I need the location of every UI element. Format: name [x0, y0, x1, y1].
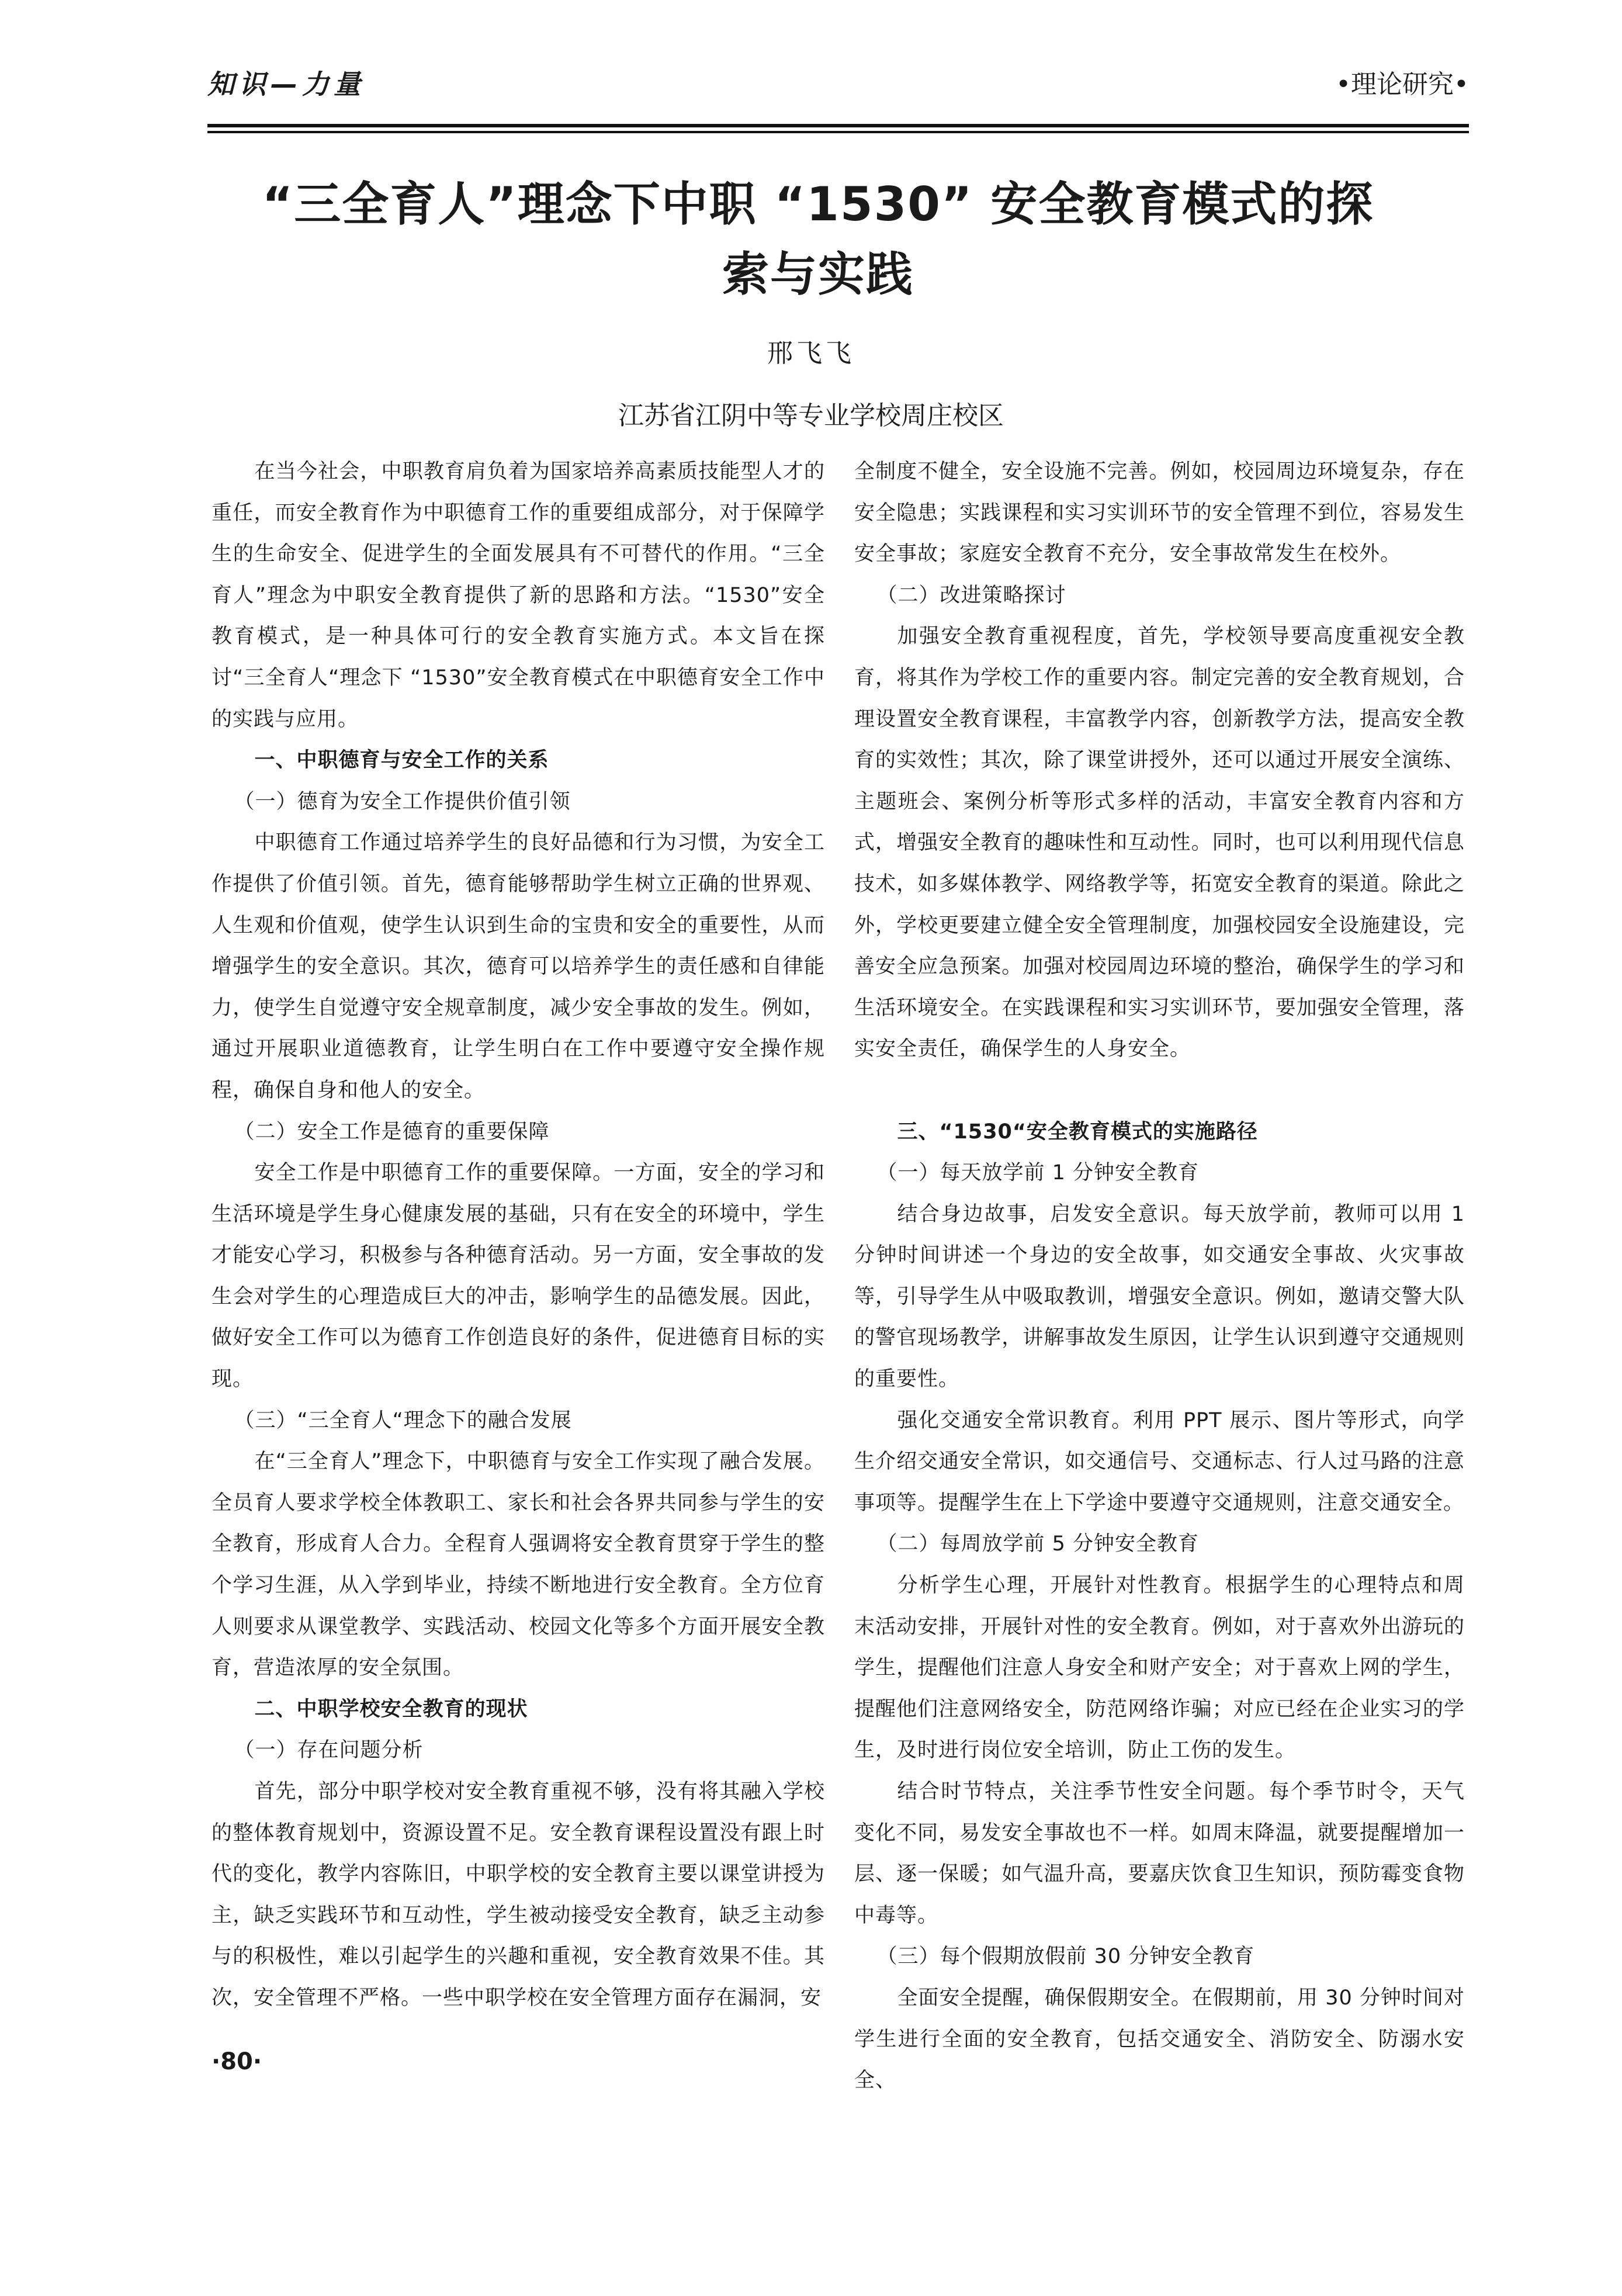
- subsection-heading: （一）每天放学前 1 分钟安全教育: [876, 1161, 1200, 1185]
- paragraph-continued: 全制度不健全，安全设施不完善。例如，校园周边环境复杂，存在安全隐患；实践课程和实习实训环节的安全管理不到位，容易发生安全事故；家庭安全教育不充分，安全事故常发生在校外。: [854, 460, 1465, 566]
- paragraph: 强化交通安全常识教育。利用 PPT 展示、图片等形式，向学生介绍交通安全常识，如交通信号、交通标志、行人过马路的注意事项等。提醒学生在上下学途中要遵守交通规则，注意交通安全。: [854, 1408, 1465, 1515]
- page-number: ·80·: [212, 2048, 262, 2075]
- journal-name: 知识—力量: [207, 68, 365, 100]
- paragraph: 安全工作是中职德育工作的重要保障。一方面，安全的学习和生活环境是学生身心健康发展的基础，只有在安全的环境中，学生才能安心学习，积极参与各种德育活动。另一方面，安全事故的发生会对学生的心理造成巨大的冲击，影响学生的品德发展。因此，做好安全工作可以为德育工作创造良好的条件，促进德育目标的实现。: [212, 1161, 825, 1391]
- paragraph: 分析学生心理，开展针对性教育。根据学生的心理特点和周末活动安排，开展针对性的安全教育。例如，对于喜欢外出游玩的学生，提醒他们注意人身安全和财产安全；对于喜欢上网的学生，提醒他们注意网络安全，防范网络诈骗；对应已经在企业实习的学生，及时进行岗位安全培训，防止工伤的发生。: [854, 1574, 1465, 1762]
- subsection-heading: （二）每周放学前 5 分钟安全教育: [876, 1532, 1200, 1556]
- subsection-heading: （一）德育为安全工作提供价值引领: [234, 789, 571, 813]
- subsection-heading: （二）安全工作是德育的重要保障: [234, 1120, 550, 1144]
- section-heading: 三、“1530“安全教育模式的实施路径: [897, 1120, 1258, 1144]
- paragraph: 中职德育工作通过培养学生的良好品德和行为习惯，为安全工作提供了价值引领。首先，德育能够帮助学生树立正确的世界观、人生观和价值观，使学生认识到生命的宝贵和安全的重要性，从而增强学生的安全意识。其次，德育可以培养学生的责任感和自律能力，使学生自觉遵守安全规章制度，减少安全事故的发生。例如，通过开展职业道德教育，让学生明白在工作中要遵守安全操作规程，确保自身和他人的安全。: [212, 831, 825, 1102]
- affiliation: 江苏省江阴中等专业学校周庄校区: [618, 401, 1004, 431]
- subsection-heading: （三）“三全育人“理念下的融合发展: [234, 1408, 572, 1432]
- paragraph: 结合身边故事，启发安全意识。每天放学前，教师可以用 1 分钟时间讲述一个身边的安全故事，如交通安全事故、火灾事故等，引导学生从中吸取教训，增强安全意识。例如，邀请交警大队的警官现场教学，讲解事故发生原因，让学生认识到遵守交通规则的重要性。: [854, 1202, 1465, 1391]
- section-label: •理论研究•: [1336, 70, 1469, 99]
- section-heading: 一、中职德育与安全工作的关系: [254, 749, 549, 773]
- paragraph: 加强安全教育重视程度，首先，学校领导要高度重视安全教育，将其作为学校工作的重要内容。制定完善的安全教育规划，合理设置安全教育课程，丰富教学内容，创新教学方法，提高安全教育的实效性；其次，除了课堂讲授外，还可以通过开展安全演练、主题班会、案例分析等形式多样的活动，丰富安全教育内容和方式，增强安全教育的趣味性和互动性。同时，也可以利用现代信息技术，如多媒体教学、网络教学等，拓宽安全教育的渠道。除此之外，学校更要建立健全安全管理制度，加强校园安全设施建设，完善安全应急预案。加强对校园周边环境的整治，确保学生的学习和生活环境安全。在实践课程和实习实训环节，要加强安全管理，落实安全责任，确保学生的人身安全。: [854, 625, 1465, 1061]
- article-title: [175, 169, 1461, 310]
- left-column: [212, 451, 825, 2019]
- section-heading: 二、中职学校安全教育的现状: [254, 1697, 528, 1721]
- right-column: [854, 451, 1465, 2101]
- title-line-2: 索与实践: [722, 247, 914, 302]
- spacer: [854, 1070, 1465, 1111]
- paragraph: 在“三全育人”理念下，中职德育与安全工作实现了融合发展。全员育人要求学校全体教职工、家长和社会各界共同参与学生的安全教育，形成育人合力。全程育人强调将安全教育贯穿于学生的整个学习生涯，从入学到毕业，持续不断地进行安全教育。全方位育人则要求从课堂教学、实践活动、校园文化等多个方面开展安全教育，营造浓厚的安全氛围。: [212, 1450, 825, 1680]
- title-line-1: “三全育人”理念下中职 “1530” 安全教育模式的探: [262, 177, 1374, 231]
- paragraph: 首先，部分中职学校对安全教育重视不够，没有将其融入学校的整体教育规划中，资源设置不足。安全教育课程设置没有跟上时代的变化，教学内容陈旧，中职学校的安全教育主要以课堂讲授为主，缺乏实践环节和互动性，学生被动接受安全教育，缺乏主动参与的积极性，难以引起学生的兴趣和重视，安全教育效果不佳。其次，安全管理不严格。一些中职学校在安全管理方面存在漏洞，安: [212, 1780, 825, 2010]
- subsection-heading: （一）存在问题分析: [234, 1739, 424, 1762]
- paragraph: 全面安全提醒，确保假期安全。在假期前，用 30 分钟时间对学生进行全面的安全教育，包括交通安全、消防安全、防溺水安全、: [854, 1986, 1465, 2093]
- author: 邢飞飞: [767, 338, 855, 368]
- header-rule: [207, 124, 1469, 127]
- paragraph: 结合时节特点，关注季节性安全问题。每个季节时令，天气变化不同，易发安全事故也不一样。如周末降温，就要提醒增加一层、逐一保暖；如气温升高，要嘉庆饮食卫生知识，预防霉变食物中毒等。: [854, 1780, 1465, 1927]
- paragraph: 在当今社会，中职教育肩负着为国家培养高素质技能型人才的重任，而安全教育作为中职德育工作的重要组成部分，对于保障学生的生命安全、促进学生的全面发展具有不可替代的作用。“三全育人”理念为中职安全教育提供了新的思路和方法。“1530”安全教育模式，是一种具体可行的安全教育实施方式。本文旨在探讨“三全育人“理念下 “1530”安全教育模式在中职德育安全工作中的实践与应用。: [212, 460, 825, 731]
- subsection-heading: （三）每个假期放假前 30 分钟安全教育: [876, 1945, 1255, 1969]
- subsection-heading: （二）改进策略探讨: [876, 583, 1066, 607]
- header-rule-thin: [207, 131, 1469, 133]
